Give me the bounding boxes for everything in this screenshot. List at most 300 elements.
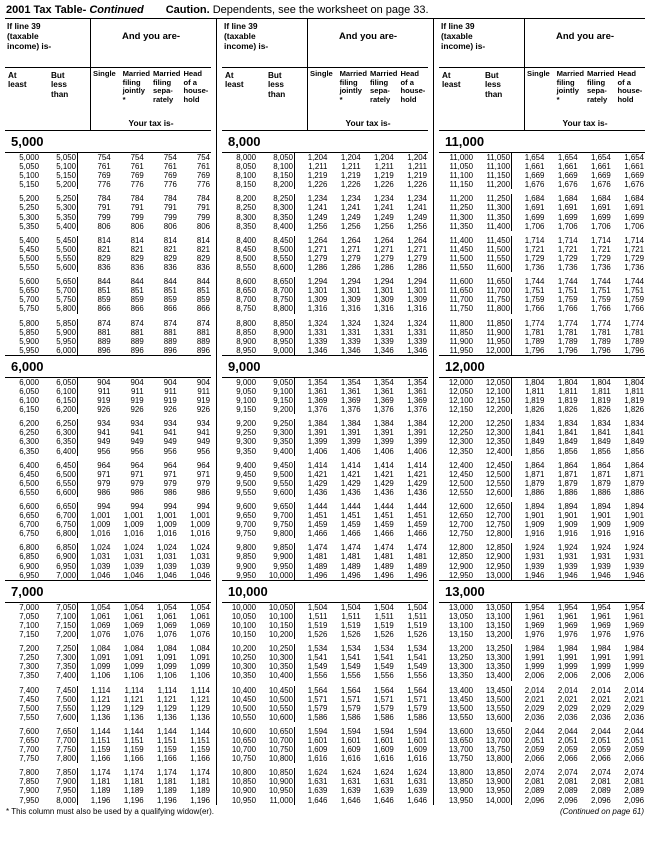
cell-head-of-household: 956 — [196, 446, 210, 456]
cell-single: 1,789 — [524, 336, 545, 346]
cell-at-least: 6,400 — [19, 460, 39, 470]
cell-head-of-household: 1,931 — [624, 552, 644, 562]
cell-but-less-than: 10,850 — [257, 768, 295, 777]
cell-but-less-than: 9,550 — [257, 479, 295, 488]
cell-at-least: 13,500 — [448, 703, 473, 713]
cell-married-separate: 1,271 — [374, 244, 394, 254]
cell-head-of-household: 1,864 — [624, 460, 644, 470]
cell-head-of-household: 1,999 — [624, 662, 644, 672]
cell-but-less-than: 12,050 — [474, 378, 512, 387]
cell-head-of-household: 1,609 — [407, 745, 427, 755]
cell-at-least: 13,250 — [448, 653, 473, 663]
cell-but-less-than: 6,550 — [40, 479, 78, 488]
cell-at-least: 5,400 — [19, 235, 39, 245]
cell-married-separate: 1,729 — [591, 253, 611, 263]
cell-married-joint: 769 — [130, 171, 144, 181]
cell-married-separate: 1,339 — [374, 336, 394, 346]
cell-head-of-household: 1,249 — [407, 212, 427, 222]
cell-married-joint: 1,954 — [557, 602, 578, 612]
cell-but-less-than: 9,450 — [257, 461, 295, 470]
cell-but-less-than: 9,750 — [257, 520, 295, 529]
cell-but-less-than: 7,050 — [40, 603, 78, 612]
married-joint-label: Married filing jointly * — [556, 69, 584, 104]
cell-head-of-household: 2,044 — [624, 726, 644, 736]
cell-single: 1,954 — [524, 602, 545, 612]
cell-at-least: 5,350 — [19, 221, 39, 231]
cell-head-of-household: 1,916 — [624, 529, 644, 539]
cell-head-of-household: 1,759 — [624, 295, 644, 305]
cell-single: 1,856 — [524, 446, 545, 456]
cell-but-less-than: 11,000 — [257, 796, 295, 805]
cell-head-of-household: 986 — [196, 487, 210, 497]
cell-single: 1,369 — [307, 396, 328, 406]
cell-married-separate: 1,954 — [591, 602, 611, 612]
cell-but-less-than: 13,400 — [474, 671, 512, 680]
cell-at-least: 5,650 — [19, 286, 39, 296]
head-of-household-label: Head of a house- hold — [617, 69, 643, 104]
cell-married-joint: 934 — [130, 419, 144, 429]
cell-married-separate: 2,059 — [591, 745, 611, 755]
cell-head-of-household: 1,706 — [624, 221, 644, 231]
cell-but-less-than: 9,600 — [257, 488, 295, 497]
cell-married-joint: 1,804 — [557, 377, 578, 387]
cell-single: 1,429 — [307, 478, 328, 488]
cell-married-separate: 1,916 — [591, 529, 611, 539]
and-you-are-label: And you are- — [121, 31, 181, 42]
cell-single: 1,331 — [307, 327, 328, 337]
cell-but-less-than: 5,600 — [40, 263, 78, 272]
cell-single: 1,391 — [307, 428, 328, 438]
cell-married-joint: 1,601 — [340, 735, 361, 745]
cell-head-of-household: 1,804 — [624, 377, 644, 387]
cell-married-separate: 911 — [164, 386, 177, 396]
head-of-household-label: Head of a house- hold — [183, 69, 209, 104]
but-less-than-label: But less than — [48, 68, 91, 130]
cell-but-less-than: 8,700 — [257, 286, 295, 295]
cell-at-least: 13,350 — [448, 671, 473, 681]
cell-at-least: 7,600 — [19, 726, 39, 736]
cell-but-less-than: 6,300 — [40, 428, 78, 437]
cell-head-of-household: 1,684 — [624, 194, 644, 204]
cell-at-least: 12,950 — [448, 570, 473, 580]
cell-married-separate: 1,204 — [374, 153, 394, 162]
cell-married-joint: 1,879 — [557, 478, 578, 488]
cell-but-less-than: 9,850 — [257, 543, 295, 552]
cell-married-separate: 926 — [163, 405, 177, 415]
cell-married-joint: 1,369 — [340, 396, 361, 406]
cell-head-of-household: 1,429 — [407, 478, 427, 488]
single-label: Single — [310, 69, 333, 78]
cell-head-of-household: 1,414 — [407, 460, 427, 470]
tax-column — [5, 19, 211, 805]
table-row — [439, 529, 645, 538]
cell-but-less-than: 10,300 — [257, 653, 295, 662]
cell-but-less-than: 9,950 — [257, 562, 295, 571]
cell-head-of-household: 806 — [196, 221, 210, 231]
cell-married-separate: 2,074 — [591, 768, 611, 778]
cell-single: 1,016 — [90, 529, 111, 539]
cell-at-least: 10,900 — [231, 786, 256, 796]
table-row — [222, 736, 428, 745]
cell-single: 1,841 — [524, 428, 545, 438]
cell-married-joint: 1,526 — [340, 630, 361, 640]
cell-head-of-household: 1,024 — [190, 543, 210, 553]
table-row — [439, 621, 645, 630]
table-row — [439, 653, 645, 662]
cell-at-least: 7,250 — [19, 653, 39, 663]
cell-but-less-than: 6,250 — [40, 419, 78, 428]
cell-married-separate: 1,909 — [591, 520, 611, 530]
cell-head-of-household: 1,144 — [190, 726, 210, 736]
cell-at-least: 7,200 — [19, 644, 39, 654]
cell-married-separate: 1,684 — [591, 194, 611, 204]
cell-but-less-than: 9,500 — [257, 470, 295, 479]
cell-married-joint: 1,039 — [123, 561, 144, 571]
cell-head-of-household: 1,631 — [407, 777, 427, 787]
cell-married-joint: 1,279 — [340, 253, 361, 263]
table-row — [222, 171, 428, 180]
cell-but-less-than: 5,850 — [40, 319, 78, 328]
cell-married-separate: 919 — [163, 396, 177, 406]
cell-head-of-household: 1,901 — [624, 511, 644, 521]
cell-at-least: 7,100 — [19, 620, 39, 630]
tax-rows-table — [222, 153, 428, 355]
cell-single: 1,249 — [307, 212, 328, 222]
cell-head-of-household: 1,924 — [624, 543, 644, 553]
cell-head-of-household: 1,616 — [407, 754, 427, 764]
table-row — [222, 529, 428, 538]
cell-but-less-than: 9,200 — [257, 405, 295, 414]
cell-single: 1,084 — [90, 644, 111, 654]
cell-single: 874 — [97, 318, 111, 328]
cell-single: 994 — [97, 502, 111, 511]
cell-married-separate: 1,991 — [591, 653, 611, 663]
cell-but-less-than: 12,500 — [474, 470, 512, 479]
cell-single: 1,646 — [307, 795, 328, 805]
table-row — [439, 286, 645, 295]
cell-single: 986 — [97, 487, 111, 497]
cell-married-joint: 821 — [130, 244, 144, 254]
at-least-label: At least — [442, 71, 461, 90]
cell-but-less-than: 8,750 — [257, 295, 295, 304]
tax-rows-table — [5, 603, 211, 805]
cell-married-separate: 1,084 — [157, 644, 177, 654]
cell-but-less-than: 7,300 — [40, 653, 78, 662]
cell-single: 1,586 — [307, 712, 328, 722]
cell-married-joint: 1,534 — [340, 644, 361, 654]
table-row — [439, 727, 645, 736]
cell-at-least: 9,550 — [236, 487, 256, 497]
cell-single: 1,489 — [307, 561, 328, 571]
cell-single: 844 — [97, 277, 111, 287]
cell-head-of-household: 836 — [196, 263, 210, 273]
cell-head-of-household: 904 — [196, 377, 210, 387]
cell-married-separate: 964 — [163, 460, 177, 470]
table-row — [5, 662, 211, 671]
but-less-than-label: But less than — [482, 68, 525, 130]
cell-married-separate: 1,586 — [374, 712, 394, 722]
table-row — [5, 277, 211, 286]
cell-single: 1,204 — [307, 153, 328, 162]
table-row — [222, 180, 428, 189]
cell-single: 2,051 — [524, 735, 545, 745]
table-row — [439, 713, 645, 722]
cell-single: 1,406 — [307, 446, 328, 456]
cell-married-separate: 1,361 — [374, 386, 394, 396]
cell-head-of-household: 1,601 — [407, 735, 427, 745]
cell-married-separate: 2,089 — [591, 786, 611, 796]
cell-single: 1,376 — [307, 405, 328, 415]
cell-single: 1,534 — [307, 644, 328, 654]
cell-head-of-household: 799 — [196, 212, 210, 222]
cell-married-joint: 1,624 — [340, 768, 361, 778]
cell-but-less-than: 10,600 — [257, 713, 295, 722]
caution-text: Dependents, see the worksheet on page 33. — [212, 4, 429, 16]
cell-married-joint: 1,084 — [123, 644, 144, 654]
cell-but-less-than: 10,700 — [257, 736, 295, 745]
cell-married-joint: 1,999 — [557, 662, 578, 672]
table-row — [5, 630, 211, 639]
table-row — [222, 552, 428, 561]
cell-married-separate: 881 — [163, 327, 177, 337]
cell-married-separate: 1,414 — [374, 460, 394, 470]
cell-single: 904 — [97, 377, 111, 387]
cell-married-joint: 1,009 — [123, 520, 144, 530]
table-row — [222, 337, 428, 346]
cell-head-of-household: 1,286 — [407, 263, 427, 273]
table-row — [439, 686, 645, 695]
table-row — [439, 630, 645, 639]
cell-married-separate: 1,609 — [374, 745, 394, 755]
cell-single: 2,096 — [524, 795, 545, 805]
cell-but-less-than: 11,900 — [474, 328, 512, 337]
cell-married-joint: 1,331 — [340, 327, 361, 337]
cell-married-joint: 1,924 — [557, 543, 578, 553]
cell-single: 754 — [97, 153, 111, 162]
cell-but-less-than: 10,900 — [257, 777, 295, 786]
table-row — [5, 704, 211, 713]
cell-single: 1,189 — [90, 786, 111, 796]
table-row — [222, 203, 428, 212]
table-row — [439, 704, 645, 713]
cell-married-separate: 1,309 — [374, 295, 394, 305]
cell-head-of-household: 1,489 — [407, 561, 427, 571]
table-row — [222, 153, 428, 162]
cell-but-less-than: 12,900 — [474, 552, 512, 561]
cell-head-of-household: 1,481 — [407, 552, 427, 562]
cell-head-of-household: 1,909 — [624, 520, 644, 530]
table-row — [439, 479, 645, 488]
cell-single: 1,151 — [90, 735, 111, 745]
cell-single: 1,294 — [307, 277, 328, 287]
cell-head-of-household: 941 — [196, 428, 210, 438]
income-group-label: 6,000 — [5, 355, 211, 378]
cell-but-less-than: 7,950 — [40, 786, 78, 795]
cell-single: 791 — [97, 203, 111, 213]
cell-head-of-household: 964 — [196, 460, 210, 470]
cell-single: 1,001 — [90, 511, 111, 521]
table-row — [222, 378, 428, 387]
table-row — [222, 387, 428, 396]
cell-single: 1,834 — [524, 419, 545, 429]
cell-but-less-than: 13,800 — [474, 754, 512, 763]
table-row — [222, 745, 428, 754]
at-least-label: At least — [8, 71, 27, 90]
cell-at-least: 5,700 — [19, 295, 39, 305]
cell-at-least: 8,350 — [236, 221, 256, 231]
cell-head-of-household: 1,699 — [624, 212, 644, 222]
cell-at-least: 10,550 — [231, 712, 256, 722]
cell-head-of-household: 1,391 — [407, 428, 427, 438]
table-row — [222, 419, 428, 428]
table-row — [439, 387, 645, 396]
cell-but-less-than: 10,200 — [257, 630, 295, 639]
cell-at-least: 8,700 — [236, 295, 256, 305]
cell-at-least: 7,650 — [19, 735, 39, 745]
table-row — [5, 727, 211, 736]
cell-but-less-than: 11,100 — [474, 162, 512, 171]
cell-single: 1,136 — [90, 712, 111, 722]
cell-married-joint: 784 — [130, 194, 144, 204]
cell-at-least: 8,100 — [236, 171, 256, 181]
cell-at-least: 13,150 — [448, 630, 473, 640]
table-row — [5, 653, 211, 662]
cell-but-less-than: 7,450 — [40, 686, 78, 695]
cell-but-less-than: 11,850 — [474, 319, 512, 328]
cell-at-least: 13,600 — [448, 726, 473, 736]
cell-head-of-household: 1,234 — [407, 194, 427, 204]
page-title: 2001 Tax Table- — [6, 4, 87, 16]
cell-single: 979 — [97, 478, 111, 488]
cell-single: 799 — [97, 212, 111, 222]
cell-but-less-than: 12,400 — [474, 447, 512, 456]
cell-but-less-than: 12,550 — [474, 479, 512, 488]
cell-but-less-than: 7,150 — [40, 621, 78, 630]
cell-single: 964 — [97, 460, 111, 470]
cell-head-of-household: 1,421 — [407, 469, 427, 479]
cell-but-less-than: 5,100 — [40, 162, 78, 171]
cell-single: 866 — [97, 304, 111, 314]
cell-married-joint: 1,654 — [557, 153, 578, 162]
cell-head-of-household: 1,309 — [407, 295, 427, 305]
cell-head-of-household: 1,594 — [407, 726, 427, 736]
cell-single: 1,571 — [307, 694, 328, 704]
cell-single: 1,781 — [524, 327, 545, 337]
cell-at-least: 5,450 — [19, 244, 39, 254]
table-row — [5, 378, 211, 387]
cell-head-of-household: 1,279 — [407, 253, 427, 263]
cell-married-joint: 994 — [130, 502, 144, 511]
cell-single: 1,414 — [307, 460, 328, 470]
cell-married-joint: 1,976 — [557, 630, 578, 640]
cell-married-joint: 1,766 — [557, 304, 578, 314]
cell-married-joint: 1,759 — [557, 295, 578, 305]
cell-married-joint: 1,991 — [557, 653, 578, 663]
cell-single: 1,339 — [307, 336, 328, 346]
cell-married-joint: 1,016 — [123, 529, 144, 539]
cell-at-least: 13,450 — [448, 694, 473, 704]
cell-at-least: 12,450 — [448, 469, 473, 479]
cell-single: 1,459 — [307, 520, 328, 530]
cell-married-joint: 1,189 — [123, 786, 144, 796]
cell-married-joint: 1,204 — [340, 153, 361, 162]
cell-married-separate: 896 — [163, 345, 177, 355]
cell-married-separate: 1,511 — [374, 611, 394, 621]
table-row — [222, 222, 428, 231]
cell-but-less-than: 9,300 — [257, 428, 295, 437]
cell-at-least: 8,250 — [236, 203, 256, 213]
cell-head-of-household: 2,021 — [624, 694, 644, 704]
table-row — [222, 254, 428, 263]
cell-at-least: 10,800 — [231, 768, 256, 778]
table-row — [5, 222, 211, 231]
cell-married-joint: 1,864 — [557, 460, 578, 470]
cell-head-of-household: 1,159 — [190, 745, 210, 755]
cell-head-of-household: 1,789 — [624, 336, 644, 346]
cell-at-least: 12,600 — [448, 502, 473, 511]
cell-married-joint: 964 — [130, 460, 144, 470]
cell-at-least: 11,650 — [449, 286, 473, 296]
cell-married-joint: 2,029 — [557, 703, 578, 713]
cell-single: 1,496 — [307, 570, 328, 580]
cell-married-separate: 1,999 — [591, 662, 611, 672]
cell-married-separate: 1,631 — [374, 777, 394, 787]
table-row — [439, 552, 645, 561]
table-row — [222, 479, 428, 488]
cell-head-of-household: 1,121 — [190, 694, 210, 704]
cell-at-least: 8,300 — [236, 212, 256, 222]
table-row — [5, 488, 211, 497]
cell-at-least: 8,650 — [236, 286, 256, 296]
cell-married-separate: 799 — [163, 212, 177, 222]
cell-but-less-than: 5,200 — [40, 180, 78, 189]
cell-married-separate: 1,249 — [374, 212, 394, 222]
caution-label: Caution. — [165, 4, 210, 16]
cell-at-least: 7,750 — [19, 754, 39, 764]
column-header — [439, 19, 645, 131]
cell-married-joint: 1,309 — [340, 295, 361, 305]
cell-married-separate: 1,354 — [374, 377, 394, 387]
cell-at-least: 5,800 — [19, 318, 39, 328]
cell-head-of-household: 2,059 — [624, 745, 644, 755]
cell-at-least: 12,400 — [448, 460, 473, 470]
cell-at-least: 9,350 — [236, 446, 256, 456]
cell-single: 1,594 — [307, 726, 328, 736]
cell-head-of-household: 2,029 — [624, 703, 644, 713]
cell-at-least: 8,600 — [236, 277, 256, 287]
cell-married-joint: 1,961 — [557, 611, 578, 621]
cell-married-joint: 889 — [130, 336, 144, 346]
cell-at-least: 10,000 — [231, 602, 256, 612]
cell-married-separate: 1,391 — [374, 428, 394, 438]
cell-at-least: 12,200 — [448, 419, 473, 429]
cell-head-of-household: 1,084 — [190, 644, 210, 654]
table-row — [5, 153, 211, 162]
cell-head-of-household: 1,459 — [407, 520, 427, 530]
cell-at-least: 9,400 — [236, 460, 256, 470]
cell-at-least: 10,100 — [231, 620, 256, 630]
cell-married-joint: 1,909 — [557, 520, 578, 530]
cell-married-separate: 1,519 — [374, 620, 394, 630]
cell-but-less-than: 10,000 — [257, 571, 295, 580]
cell-but-less-than: 10,100 — [257, 612, 295, 621]
cell-married-joint: 761 — [130, 162, 144, 172]
cell-but-less-than: 6,100 — [40, 387, 78, 396]
cell-married-separate: 1,211 — [374, 162, 394, 172]
cell-at-least: 8,150 — [236, 180, 256, 190]
cell-head-of-household: 934 — [196, 419, 210, 429]
table-row — [5, 180, 211, 189]
